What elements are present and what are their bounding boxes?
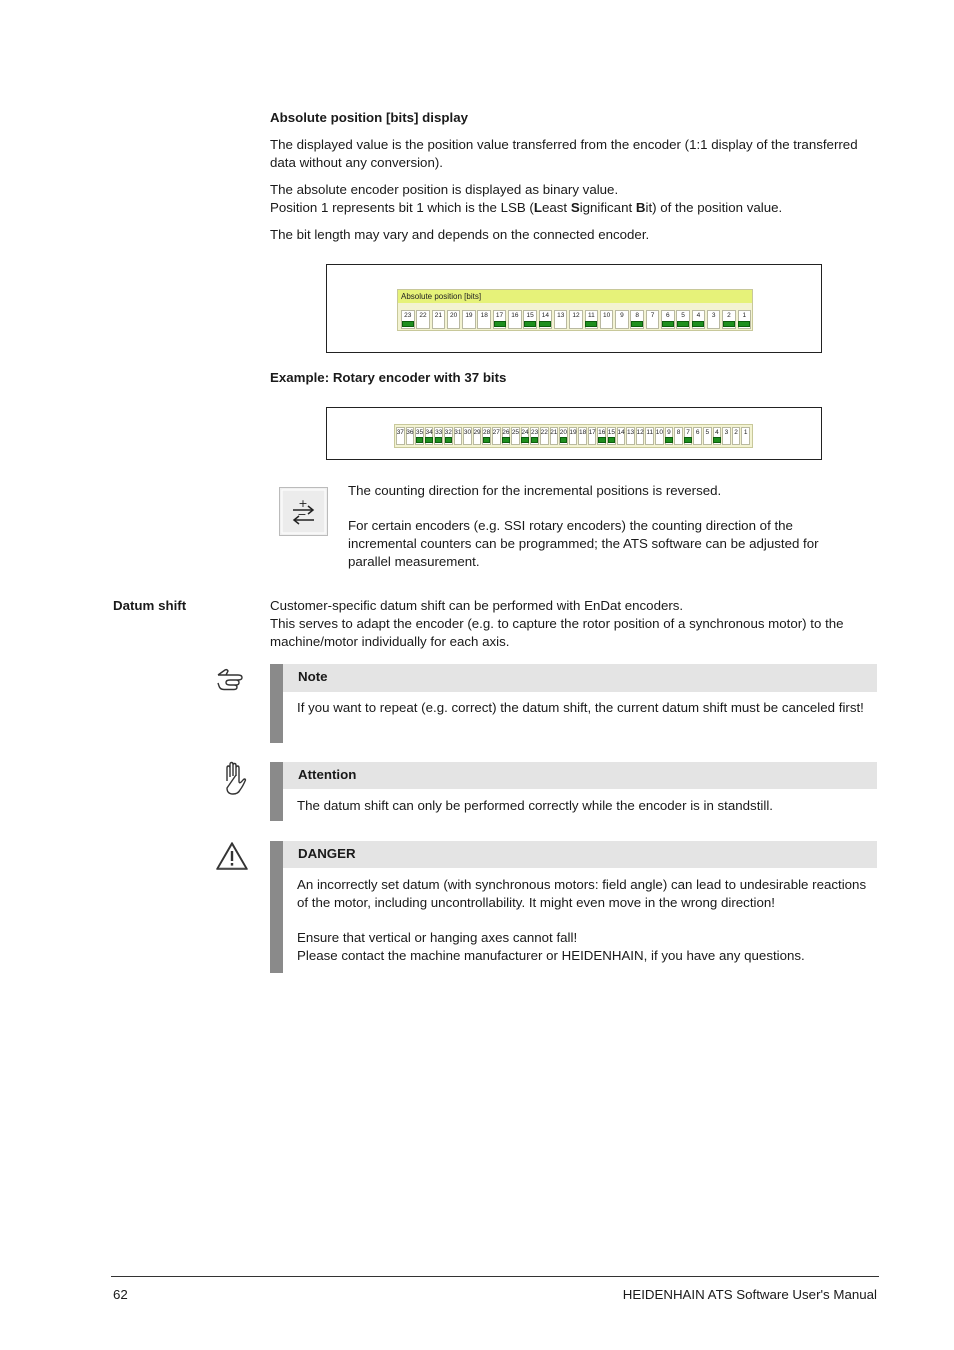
- bit-number: 28: [483, 429, 491, 436]
- bit-cell-26: [502, 427, 511, 445]
- bit-led: [570, 321, 582, 327]
- panel-title: Absolute position [bits]: [398, 290, 752, 303]
- bit-cell-3: [707, 310, 721, 329]
- bit-cell-16: [508, 310, 522, 329]
- bit-cell-11: [585, 310, 599, 329]
- bit-number: 4: [715, 429, 719, 436]
- bit-led: [684, 437, 692, 443]
- bit-cell-20: [447, 310, 461, 329]
- abs-position-panel: [397, 289, 753, 331]
- bit-led: [704, 437, 712, 443]
- bit-number: 2: [727, 312, 731, 319]
- bit-led: [588, 437, 596, 443]
- svg-text:−: −: [297, 508, 307, 521]
- bit-led: [665, 437, 673, 443]
- bit-number: 5: [681, 312, 685, 319]
- bit-led: [512, 437, 520, 443]
- warning-triangle-icon: [215, 841, 249, 876]
- bit-led: [494, 321, 506, 327]
- attention-title: Attention: [283, 762, 877, 789]
- bit-led: [636, 437, 644, 443]
- bit-cell-23: [401, 310, 415, 329]
- page-number: 62: [113, 1287, 128, 1302]
- bit-number: 21: [550, 429, 558, 436]
- bit-number: 20: [450, 312, 458, 319]
- bit-cell-25: [511, 427, 520, 445]
- danger-body: An incorrectly set datum (with synchronous motors: field angle) can lead to undesirable reactions of the motor, including uncontrollability. It might even move in the wrong direction!: [297, 877, 867, 910]
- bit-number: 15: [526, 312, 534, 319]
- bit-cell-9: [615, 310, 629, 329]
- bit-number: 22: [540, 429, 548, 436]
- bit-cell-10: [600, 310, 614, 329]
- figure-abs-position-23bit: [326, 264, 822, 353]
- bit-led: [677, 321, 689, 327]
- bit-number: 21: [434, 312, 442, 319]
- note-title: Note: [283, 664, 877, 692]
- abs-position-panel-37: [394, 424, 753, 448]
- bit-cell-16: [597, 427, 606, 445]
- bit-led: [435, 437, 443, 443]
- bit-led: [723, 437, 731, 443]
- bit-number: 22: [419, 312, 427, 319]
- bit-led: [478, 321, 490, 327]
- bit-cell-20: [559, 427, 568, 445]
- bit-cell-34: [425, 427, 434, 445]
- bit-cell-19: [569, 427, 578, 445]
- bit-number: 9: [667, 429, 671, 436]
- bit-led: [616, 321, 628, 327]
- bit-cell-6: [693, 427, 702, 445]
- bit-led: [675, 437, 683, 443]
- bit-cell-8: [630, 310, 644, 329]
- bit-number: 9: [620, 312, 624, 319]
- bit-number: 24: [521, 429, 529, 436]
- bit-cell-5: [676, 310, 690, 329]
- footer-rule: [111, 1276, 879, 1277]
- attention-bar: [270, 762, 283, 821]
- bit-number: 2: [734, 429, 738, 436]
- bit-led: [473, 437, 481, 443]
- bit-led: [656, 437, 664, 443]
- bit-cell-1: [741, 427, 750, 445]
- bit-cell-7: [646, 310, 660, 329]
- bit-number: 14: [541, 312, 550, 319]
- bit-cell-15: [523, 310, 537, 329]
- bit-cell-22: [416, 310, 430, 329]
- bit-led: [483, 437, 491, 443]
- bit-number: 8: [676, 429, 681, 436]
- bit-cell-17: [493, 310, 507, 329]
- bit-led: [585, 321, 597, 327]
- bit-led: [708, 321, 720, 327]
- paragraph: Position 1 represents bit 1 which is the LSB (Least Significant Bit) of the position value.: [270, 200, 783, 215]
- bit-number: 31: [454, 429, 462, 436]
- section-heading: Absolute position [bits] display: [270, 110, 468, 125]
- bit-number: 1: [743, 429, 748, 436]
- reverse-direction-icon[interactable]: [279, 487, 328, 536]
- paragraph: This serves to adapt the encoder (e.g. to capture the rotor position of a synchronous motor) to the machine/motor individually for each axis.: [270, 616, 844, 649]
- bit-cell-17: [588, 427, 597, 445]
- bit-number: 18: [480, 312, 488, 319]
- bit-row: [396, 427, 751, 445]
- bit-cell-37: [396, 427, 405, 445]
- bit-led: [416, 437, 424, 443]
- bit-number: 6: [695, 429, 700, 436]
- bit-cell-12: [569, 310, 583, 329]
- bit-led: [560, 437, 568, 443]
- paragraph: The displayed value is the position value transferred from the encoder (1:1 display of the transferred data without any conversion).: [270, 137, 858, 170]
- bit-led: [397, 437, 405, 443]
- paragraph: The counting direction for the incremental positions is reversed.: [348, 483, 722, 498]
- bit-cell-30: [463, 427, 472, 445]
- bit-number: 20: [559, 429, 568, 436]
- bit-cell-15: [607, 427, 616, 445]
- bit-led: [647, 321, 659, 327]
- danger-title: DANGER: [283, 841, 877, 868]
- bit-led: [492, 437, 500, 443]
- bit-cell-32: [444, 427, 453, 445]
- bit-led: [432, 321, 444, 327]
- bit-cell-14: [539, 310, 553, 329]
- note-body: If you want to repeat (e.g. correct) the datum shift, the current datum shift must be canceled first!: [297, 700, 864, 715]
- bit-row: [401, 310, 753, 329]
- bit-led: [417, 321, 429, 327]
- bit-cell-6: [661, 310, 675, 329]
- bit-number: 4: [696, 312, 701, 319]
- bit-number: 13: [557, 312, 565, 319]
- bit-led: [601, 321, 613, 327]
- bit-number: 15: [607, 429, 615, 436]
- bit-cell-28: [482, 427, 491, 445]
- bit-number: 13: [626, 429, 635, 436]
- paragraph: Customer-specific datum shift can be performed with EnDat encoders.: [270, 598, 684, 613]
- bit-cell-18: [578, 427, 587, 445]
- bit-led: [509, 321, 521, 327]
- bit-cell-4: [713, 427, 722, 445]
- bit-number: 35: [415, 429, 424, 436]
- bit-cell-36: [406, 427, 415, 445]
- danger-body: Please contact the machine manufacturer or HEIDENHAIN, if you have any questions.: [297, 948, 805, 963]
- bit-number: 23: [531, 429, 539, 436]
- pointing-hand-icon: [216, 667, 252, 696]
- bit-number: 29: [473, 429, 481, 436]
- bit-led: [550, 437, 558, 443]
- bit-number: 3: [711, 312, 716, 319]
- bit-led: [463, 321, 475, 327]
- bit-led: [402, 321, 414, 327]
- bit-number: 32: [444, 429, 452, 436]
- bit-number: 12: [636, 429, 644, 436]
- bit-number: 18: [578, 429, 587, 436]
- bit-number: 19: [569, 429, 577, 436]
- bit-led: [627, 437, 635, 443]
- bit-number: 7: [686, 429, 690, 436]
- bit-cell-2: [732, 427, 741, 445]
- paragraph: The absolute encoder position is displayed as binary value.: [270, 182, 619, 197]
- bit-led: [464, 437, 472, 443]
- bit-number: 11: [587, 312, 595, 319]
- bit-led: [617, 437, 625, 443]
- bit-number: 17: [588, 429, 596, 436]
- bit-number: 19: [465, 312, 473, 319]
- side-label: Datum shift: [113, 598, 187, 613]
- bit-cell-31: [454, 427, 463, 445]
- bit-led: [598, 437, 606, 443]
- bit-number: 12: [572, 312, 580, 319]
- bit-led: [694, 437, 702, 443]
- bit-led: [742, 437, 750, 443]
- bit-led: [448, 321, 460, 327]
- bit-cell-11: [645, 427, 654, 445]
- bit-led: [454, 437, 462, 443]
- bit-number: 26: [502, 429, 510, 436]
- bit-cell-3: [722, 427, 731, 445]
- bit-cell-13: [554, 310, 568, 329]
- bit-cell-1: [738, 310, 752, 329]
- bit-number: 10: [602, 312, 611, 319]
- bit-led: [524, 321, 536, 327]
- bit-cell-23: [530, 427, 539, 445]
- bit-number: 1: [742, 312, 747, 319]
- bit-number: 7: [650, 312, 655, 319]
- bit-led: [723, 321, 735, 327]
- paragraph: The bit length may vary and depends on the connected encoder.: [270, 227, 650, 242]
- bit-led: [662, 321, 674, 327]
- bit-number: 16: [511, 312, 519, 319]
- paragraph: For certain encoders (e.g. SSI rotary encoders) the counting direction of the incremental counters can be programmed; the ATS software can be adjusted for parallel measurement.: [348, 518, 819, 569]
- figure-caption: Example: Rotary encoder with 37 bits: [270, 370, 507, 385]
- bit-led: [445, 437, 453, 443]
- bit-cell-22: [540, 427, 549, 445]
- bit-led: [579, 437, 587, 443]
- bit-cell-2: [722, 310, 736, 329]
- bit-led: [540, 437, 548, 443]
- bit-cell-5: [703, 427, 712, 445]
- bit-cell-7: [684, 427, 693, 445]
- bit-cell-12: [636, 427, 645, 445]
- figure-abs-position-37bit: [326, 407, 822, 460]
- bit-number: 8: [635, 312, 640, 319]
- bit-number: 23: [404, 312, 412, 319]
- bit-led: [406, 437, 414, 443]
- bit-led: [502, 437, 510, 443]
- danger-bar: [270, 841, 283, 973]
- bit-number: 30: [463, 429, 472, 436]
- bit-number: 3: [724, 429, 729, 436]
- bit-led: [692, 321, 704, 327]
- attention-body: The datum shift can only be performed correctly while the encoder is in standstill.: [297, 798, 773, 813]
- bit-led: [539, 321, 551, 327]
- bit-number: 17: [495, 312, 504, 319]
- bit-number: 14: [617, 429, 625, 436]
- bit-cell-18: [477, 310, 491, 329]
- bit-cell-27: [492, 427, 501, 445]
- bit-cell-14: [617, 427, 626, 445]
- bit-led: [425, 437, 433, 443]
- bit-led: [631, 321, 643, 327]
- bit-cell-35: [415, 427, 424, 445]
- bit-cell-21: [432, 310, 446, 329]
- bit-cell-24: [521, 427, 530, 445]
- bit-led: [608, 437, 616, 443]
- bit-cell-9: [665, 427, 674, 445]
- bit-number: 27: [492, 429, 500, 436]
- bit-number: 10: [655, 429, 663, 436]
- bit-number: 34: [425, 429, 433, 436]
- bit-led: [521, 437, 529, 443]
- bit-cell-8: [674, 427, 683, 445]
- danger-body: Ensure that vertical or hanging axes cannot fall!: [297, 930, 578, 945]
- bit-led: [732, 437, 740, 443]
- bit-cell-29: [473, 427, 482, 445]
- raised-hand-icon: [221, 761, 247, 802]
- bit-number: 25: [511, 429, 520, 436]
- bit-cell-33: [434, 427, 443, 445]
- footer-title: HEIDENHAIN ATS Software User's Manual: [622, 1287, 877, 1302]
- bit-number: 33: [435, 429, 443, 436]
- bit-led: [713, 437, 721, 443]
- bit-cell-4: [692, 310, 706, 329]
- svg-text:+: +: [298, 497, 308, 510]
- bit-number: 37: [396, 429, 404, 436]
- bit-cell-13: [626, 427, 635, 445]
- bit-cell-21: [550, 427, 559, 445]
- bit-number: 36: [406, 429, 414, 436]
- bit-number: 16: [598, 429, 606, 436]
- bit-number: 6: [665, 312, 670, 319]
- bit-led: [531, 437, 539, 443]
- bit-cell-10: [655, 427, 664, 445]
- bit-number: 5: [705, 429, 710, 436]
- note-bar: [270, 664, 283, 743]
- bit-cell-19: [462, 310, 476, 329]
- bit-led: [646, 437, 654, 443]
- bit-led: [555, 321, 567, 327]
- bit-led: [569, 437, 577, 443]
- bit-number: 11: [646, 429, 654, 436]
- bit-led: [738, 321, 750, 327]
